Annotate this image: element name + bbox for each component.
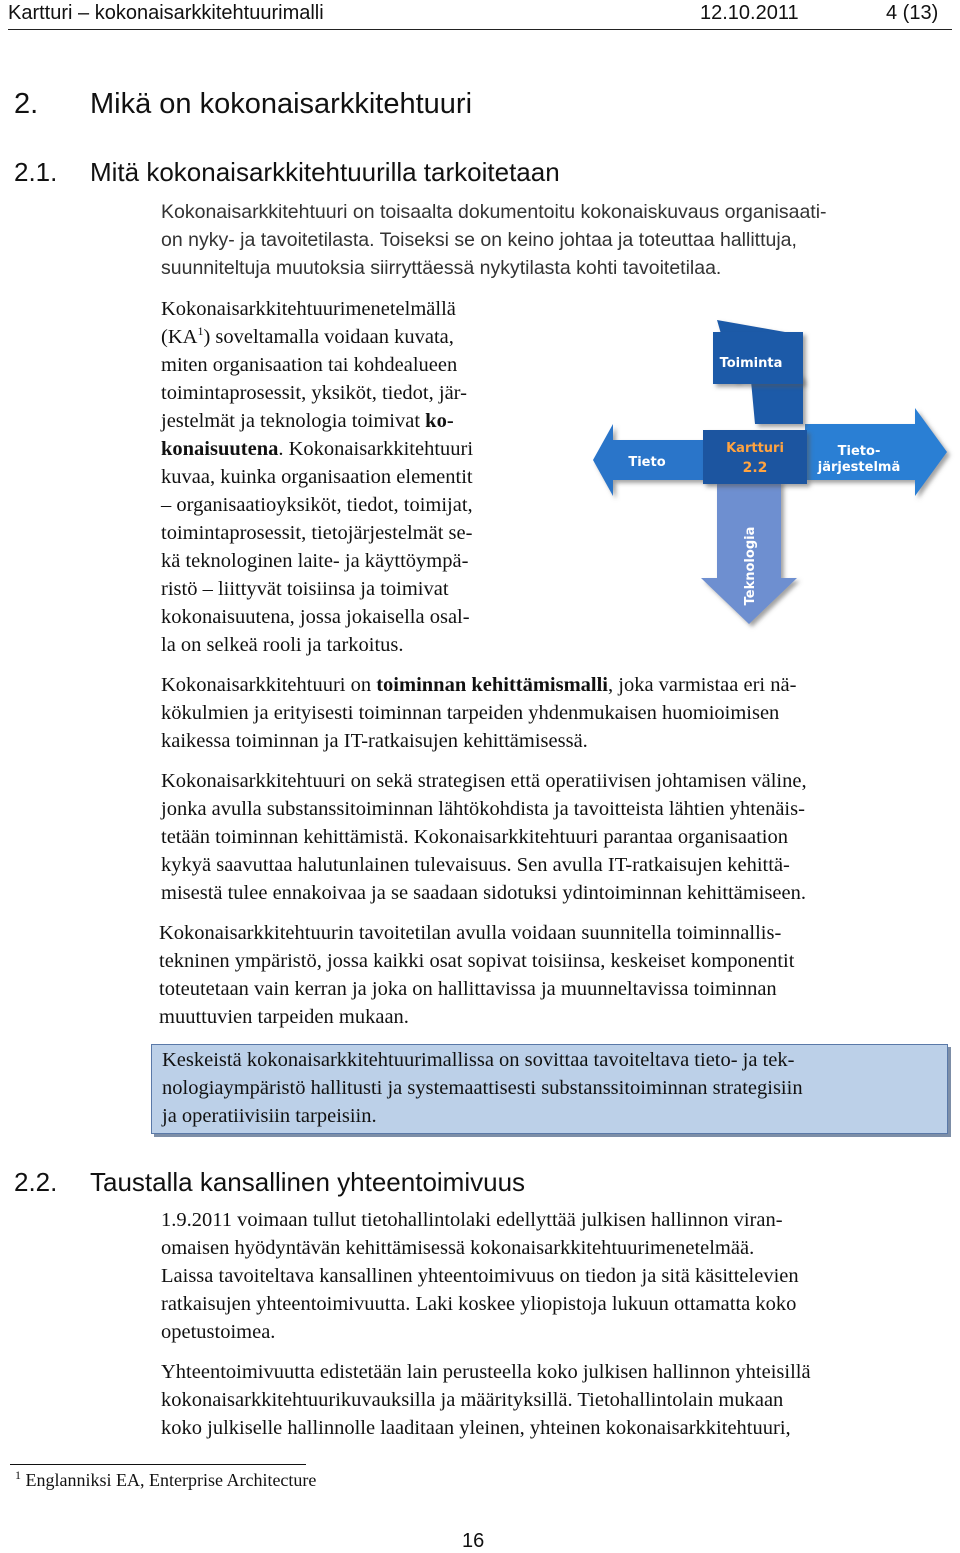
text-line: toimintaprosessit, tietojärjestelmät se- (161, 522, 473, 544)
text-line: Yhteentoimivuutta edistetään lain perusteella koko julkisen hallinnon yhteisillä (161, 1361, 811, 1383)
key-point-callout (151, 1044, 948, 1134)
label-toiminta: Toiminta (719, 356, 783, 371)
kartturi-diagram (585, 312, 955, 632)
text-line: kykyä saavuttaa halutunlainen tulevaisuus. Sen avulla IT-ratkaisujen kehittä- (161, 854, 790, 876)
paragraph-information-management-act (161, 1206, 799, 1346)
text-line: tekninen ympäristö, jossa kaikki osat sopivat toisiinsa, keskeiset komponentit (159, 950, 795, 972)
text-line: Kokonaisarkkitehtuuri on toisaalta dokumentoitu kokonaiskuvaus organisaati- (161, 201, 827, 223)
text-line: toteutetaan vain kerran ja joka on hallittavissa ja muunneltavissa toiminnan (159, 978, 777, 1000)
bold-term: toiminnan kehittämismalli (376, 674, 609, 696)
callout-text (162, 1046, 803, 1130)
text-line: miten organisaation tai kohdealueen (161, 354, 458, 376)
footnote-rule (10, 1464, 306, 1465)
text-line: kokonaisarkkitehtuurikuvauksilla ja määrityksillä. Tietohallintolain mukaan (161, 1389, 784, 1411)
text-line: ristö – liittyvät toisiinsa ja toimivat (161, 578, 449, 600)
text-line: ja operatiivisiin tarpeisiin. (162, 1105, 377, 1127)
bold-term: konaisuutena (161, 438, 279, 460)
text-line: ratkaisujen yhteentoimivuutta. Laki koskee yliopistoja lukuun ottamatta koko (161, 1293, 797, 1315)
text-line: Laissa tavoiteltava kansallinen yhteentoimivuus on tiedon ja sitä käsittelevien (161, 1265, 799, 1287)
intro-paragraph (161, 198, 827, 282)
text-line: Kokonaisarkkitehtuuri on sekä strategisen että operatiivisen johtamisen väline, (161, 770, 807, 792)
label-kartturi-1: Kartturi (726, 441, 784, 456)
method-paragraph (161, 295, 473, 659)
label-kartturi-2: 2.2 (742, 460, 768, 476)
running-header (0, 0, 960, 30)
text-line: muuttuvien tarpeiden mukaan. (159, 1006, 409, 1028)
text-line: opetustoimea. (161, 1321, 276, 1343)
footnote-mark: 1 (15, 1468, 21, 1482)
section-number: 2.2. (14, 1167, 58, 1197)
header-page-info: 4 (13) (886, 2, 939, 24)
text-line: – organisaatioyksiköt, tiedot, toimijat, (161, 494, 473, 516)
section-2-2-heading (14, 1167, 526, 1198)
text-line: Keskeistä kokonaisarkkitehtuurimallissa on sovittaa tavoiteltava tieto- ja tek- (162, 1049, 795, 1071)
text-line: Kokonaisarkkitehtuurin tavoitetilan avulla voidaan suunnitella toiminnallis- (159, 922, 782, 944)
text-line: jestelmät ja teknologia toimivat ko- (161, 410, 454, 432)
text-line: la on selkeä rooli ja tarkoitus. (161, 634, 404, 656)
section-number: 2.1. (14, 157, 58, 187)
label-teknologia: Teknologia (743, 526, 758, 606)
page-number: 16 (462, 1530, 485, 1552)
section-number: 2. (14, 88, 39, 120)
text-line: kökulmien ja erityisesti toiminnan tarpeiden yhdenmukaisen huomioimisen (161, 702, 780, 724)
section-title: Taustalla kansallinen yhteentoimivuus (90, 1167, 526, 1197)
text-line: konaisuutena. Kokonaisarkkitehtuuri (161, 438, 474, 460)
text-line: kä teknologinen laite- ja käyttöympä- (161, 550, 469, 572)
text-line: 1.9.2011 voimaan tullut tietohallintolaki edellyttää julkisen hallinnon viran- (161, 1209, 783, 1231)
section-2-1-heading (14, 157, 560, 188)
text-line: misestä tulee ennakoivaa ja se saadaan sidotuksi ydintoiminnan kehittämiseen. (161, 882, 807, 904)
section-title: Mikä on kokonaisarkkitehtuuri (90, 88, 473, 120)
text-line: nologiaympäristö hallitusti ja systemaattisesti substanssitoiminnan strategisiin (162, 1077, 803, 1099)
bold-term: ko- (425, 410, 454, 432)
header-doc-title: Kartturi – kokonaisarkkitehtuurimalli (8, 2, 324, 24)
text-line: suunniteltuja muutoksia siirryttäessä nykytilasta kohti tavoitetilaa. (161, 257, 722, 279)
text-line: toimintaprosessit, yksiköt, tiedot, jär- (161, 382, 467, 404)
paragraph-target-state (159, 919, 794, 1031)
text-line: $(KA^1)$ soveltamalla voidaan kuvata, (161, 324, 454, 348)
text-line: Kokonaisarkkitehtuuri on toiminnan kehittämismalli, joka varmistaa eri nä- (161, 674, 797, 696)
text-line: on nyky- ja tavoitetilasta. Toiseksi se on keino johtaa ja toteuttaa hallittuja, (161, 229, 797, 251)
text-line: Kokonaisarkkitehtuurimenetelmällä (161, 298, 456, 320)
footnote-ref: 1 (197, 324, 204, 339)
text-line: tetään toiminnan kehittämistä. Kokonaisarkkitehtuuri parantaa organisaation (161, 826, 788, 848)
text-line: kokonaisuutena, jossa jokaisella osal- (161, 606, 470, 628)
footnote (15, 1470, 316, 1491)
header-date: 12.10.2011 (700, 2, 799, 24)
header-rule (8, 29, 952, 30)
section-2-heading (14, 88, 473, 121)
section-title: Mitä kokonaisarkkitehtuurilla tarkoitetaan (90, 157, 560, 187)
text-line: kaikessa toiminnan ja IT-ratkaisujen kehittämisessä. (161, 730, 588, 752)
text-line: kuvaa, kuinka organisaation elementit (161, 466, 473, 488)
label-tietojarjestelma-2: järjestelmä (817, 460, 901, 475)
paragraph-interoperability (161, 1358, 811, 1442)
text-line: koko julkiselle hallinnolle laaditaan yleinen, yhteinen kokonaisarkkitehtuuri, (161, 1417, 791, 1439)
paragraph-management-tool (161, 767, 807, 907)
label-tietojarjestelma-1: Tieto- (837, 444, 881, 459)
label-tieto: Tieto (628, 455, 666, 470)
footnote-text: Englanniksi EA, Enterprise Architecture (21, 1470, 317, 1490)
text-line: omaisen hyödyntävän kehittämisessä kokonaisarkkitehtuurimenetelmää. (161, 1237, 755, 1259)
paragraph-development-model (161, 671, 796, 755)
text-line: jonka avulla substanssitoiminnan lähtökohdista ja tavoitteista lähtien yhtenäis- (161, 798, 805, 820)
